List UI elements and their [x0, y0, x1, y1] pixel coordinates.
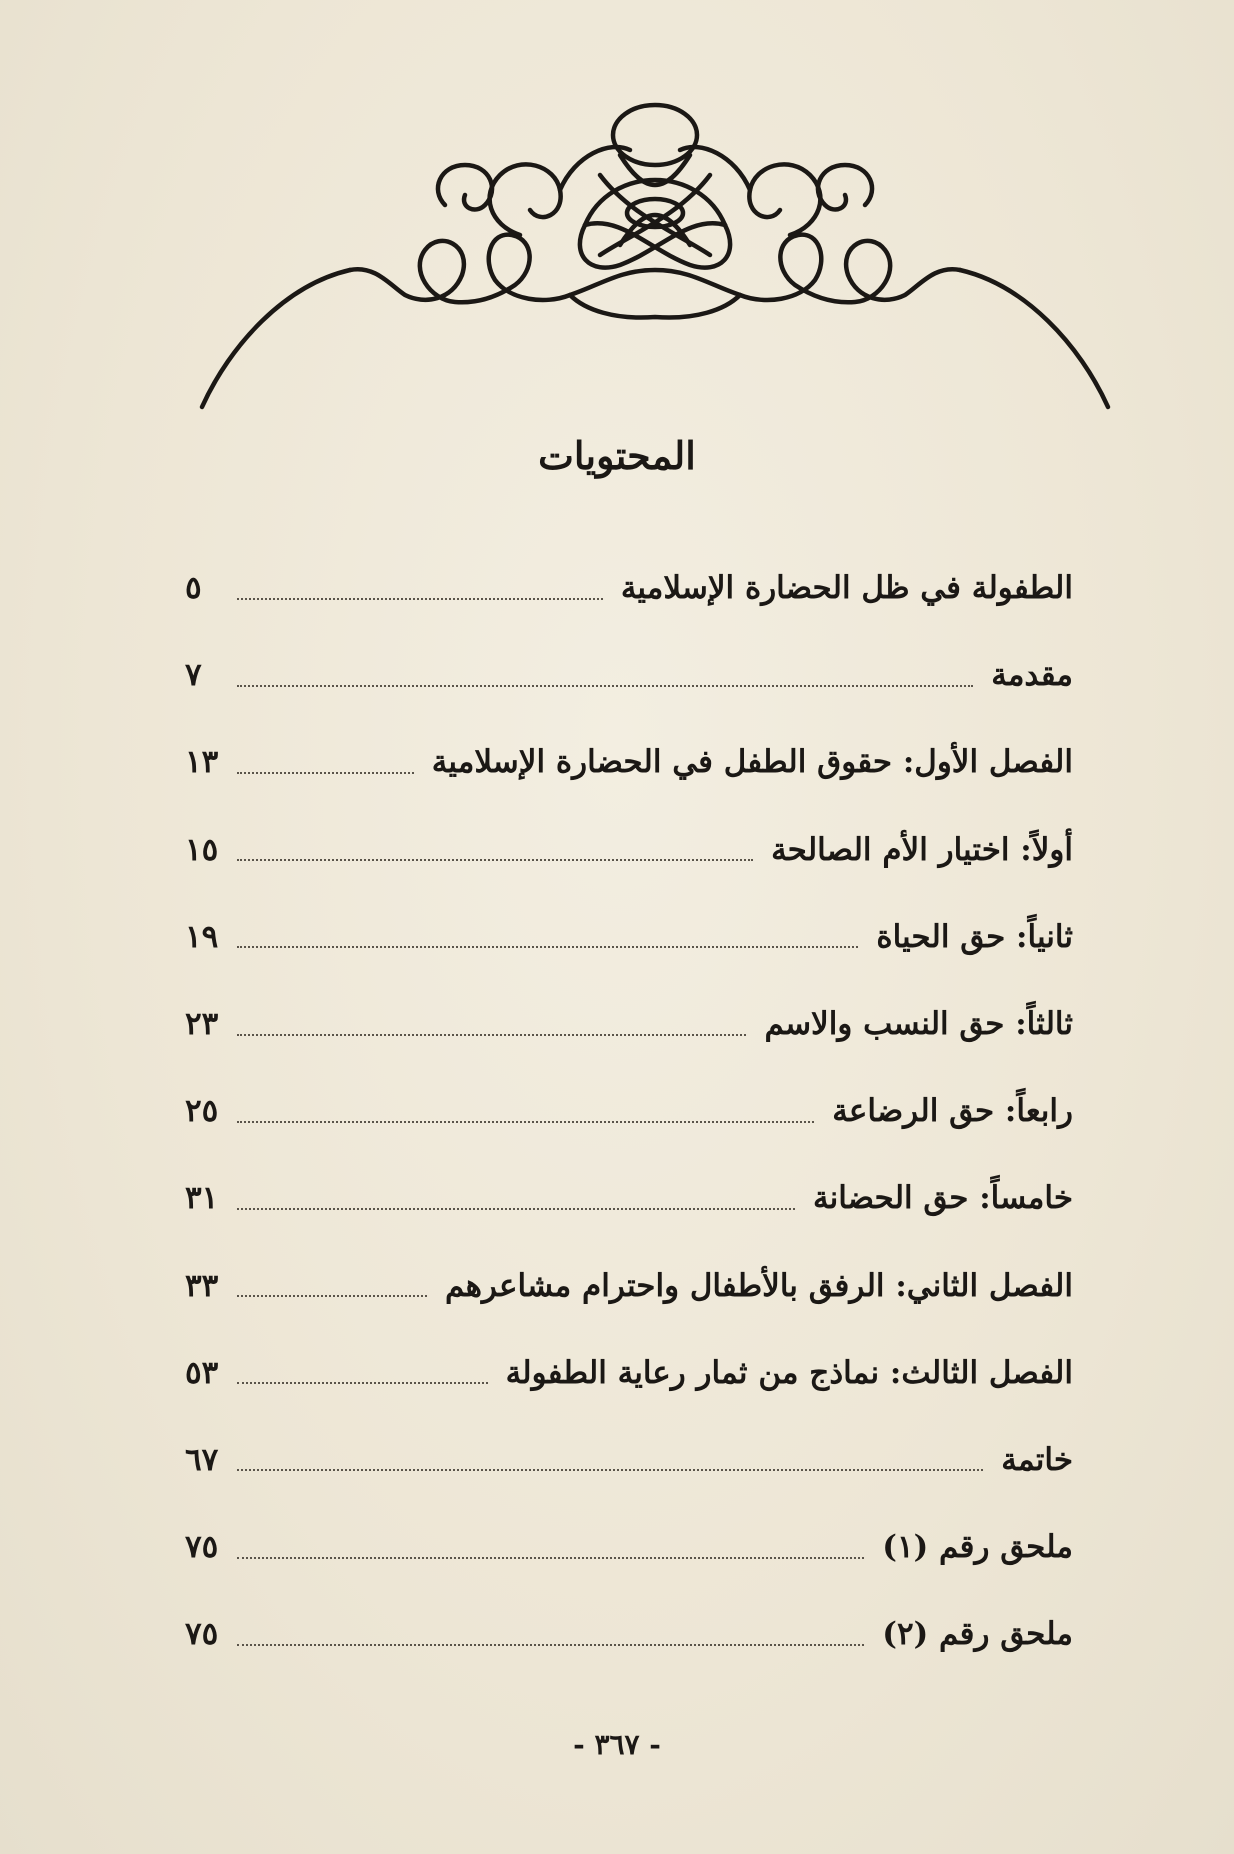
toc-entry[interactable]: [185, 632, 1073, 719]
toc-entry[interactable]: [185, 719, 1073, 806]
dot-leader: [237, 598, 603, 600]
calligraphic-ornament-icon: [190, 95, 1120, 425]
toc-entry-title: ثالثاً: حق النسب والاسم: [764, 1006, 1073, 1043]
toc-page-number: ٦٧: [185, 1441, 219, 1478]
toc-entry[interactable]: [185, 1591, 1073, 1678]
toc-entry[interactable]: [185, 1068, 1073, 1155]
page-title: المحتويات: [538, 433, 696, 478]
toc-entry[interactable]: [185, 1243, 1073, 1330]
toc-page-number: ٥٣: [185, 1354, 219, 1391]
page-footer-number: - ٣٦٧ -: [573, 1728, 661, 1761]
dot-leader: [237, 1557, 864, 1559]
toc-entry[interactable]: [185, 981, 1073, 1068]
dot-leader: [237, 772, 414, 774]
toc-page-number: ٢٥: [185, 1093, 219, 1130]
toc-entry-title: أولاً: اختيار الأم الصالحة: [771, 831, 1073, 868]
toc-entry[interactable]: [185, 1155, 1073, 1242]
toc-entry[interactable]: [185, 545, 1073, 632]
dot-leader: [237, 946, 858, 948]
toc-entry-title: خاتمة: [1001, 1441, 1073, 1478]
toc-entry-title: الطفولة في ظل الحضارة الإسلامية: [620, 570, 1073, 607]
toc-page-number: ٣١: [185, 1180, 219, 1217]
toc-page-number: ٧٥: [185, 1616, 219, 1653]
toc-entry[interactable]: [185, 1330, 1073, 1417]
toc-entry-title: ملحق رقم (١): [882, 1529, 1073, 1566]
dot-leader: [237, 1469, 983, 1471]
toc-entry-title: الفصل الثاني: الرفق بالأطفال واحترام مشاعرهم: [444, 1267, 1073, 1304]
dot-leader: [237, 685, 973, 687]
dot-leader: [237, 1121, 814, 1123]
table-of-contents: [185, 545, 1073, 1678]
toc-page-number: ٧٥: [185, 1529, 219, 1566]
toc-entry[interactable]: [185, 1417, 1073, 1504]
toc-entry[interactable]: [185, 894, 1073, 981]
dot-leader: [237, 1034, 746, 1036]
toc-entry-title: مقدمة: [991, 657, 1073, 694]
dot-leader: [237, 1295, 427, 1297]
toc-entry-title: رابعاً: حق الرضاعة: [832, 1093, 1073, 1130]
toc-entry[interactable]: [185, 1504, 1073, 1591]
toc-page-number: ١٩: [185, 918, 219, 955]
toc-page-number: ٣٣: [185, 1267, 219, 1304]
dot-leader: [237, 1644, 864, 1646]
dot-leader: [237, 1208, 795, 1210]
toc-entry-title: ملحق رقم (٢): [882, 1616, 1073, 1653]
toc-page-number: ٥: [185, 570, 202, 607]
toc-page-number: ١٥: [185, 831, 219, 868]
dot-leader: [237, 859, 753, 861]
toc-entry-title: الفصل الثالث: نماذج من ثمار رعاية الطفولة: [505, 1354, 1073, 1391]
toc-page-number: ٧: [185, 657, 202, 694]
toc-page-number: ١٣: [185, 744, 219, 781]
toc-page-number: ٢٣: [185, 1006, 219, 1043]
toc-entry-title: خامساً: حق الحضانة: [812, 1180, 1073, 1217]
toc-entry[interactable]: [185, 807, 1073, 894]
toc-entry-title: ثانياً: حق الحياة: [876, 918, 1073, 955]
toc-entry-title: الفصل الأول: حقوق الطفل في الحضارة الإسلامية: [431, 744, 1073, 781]
dot-leader: [237, 1382, 488, 1384]
